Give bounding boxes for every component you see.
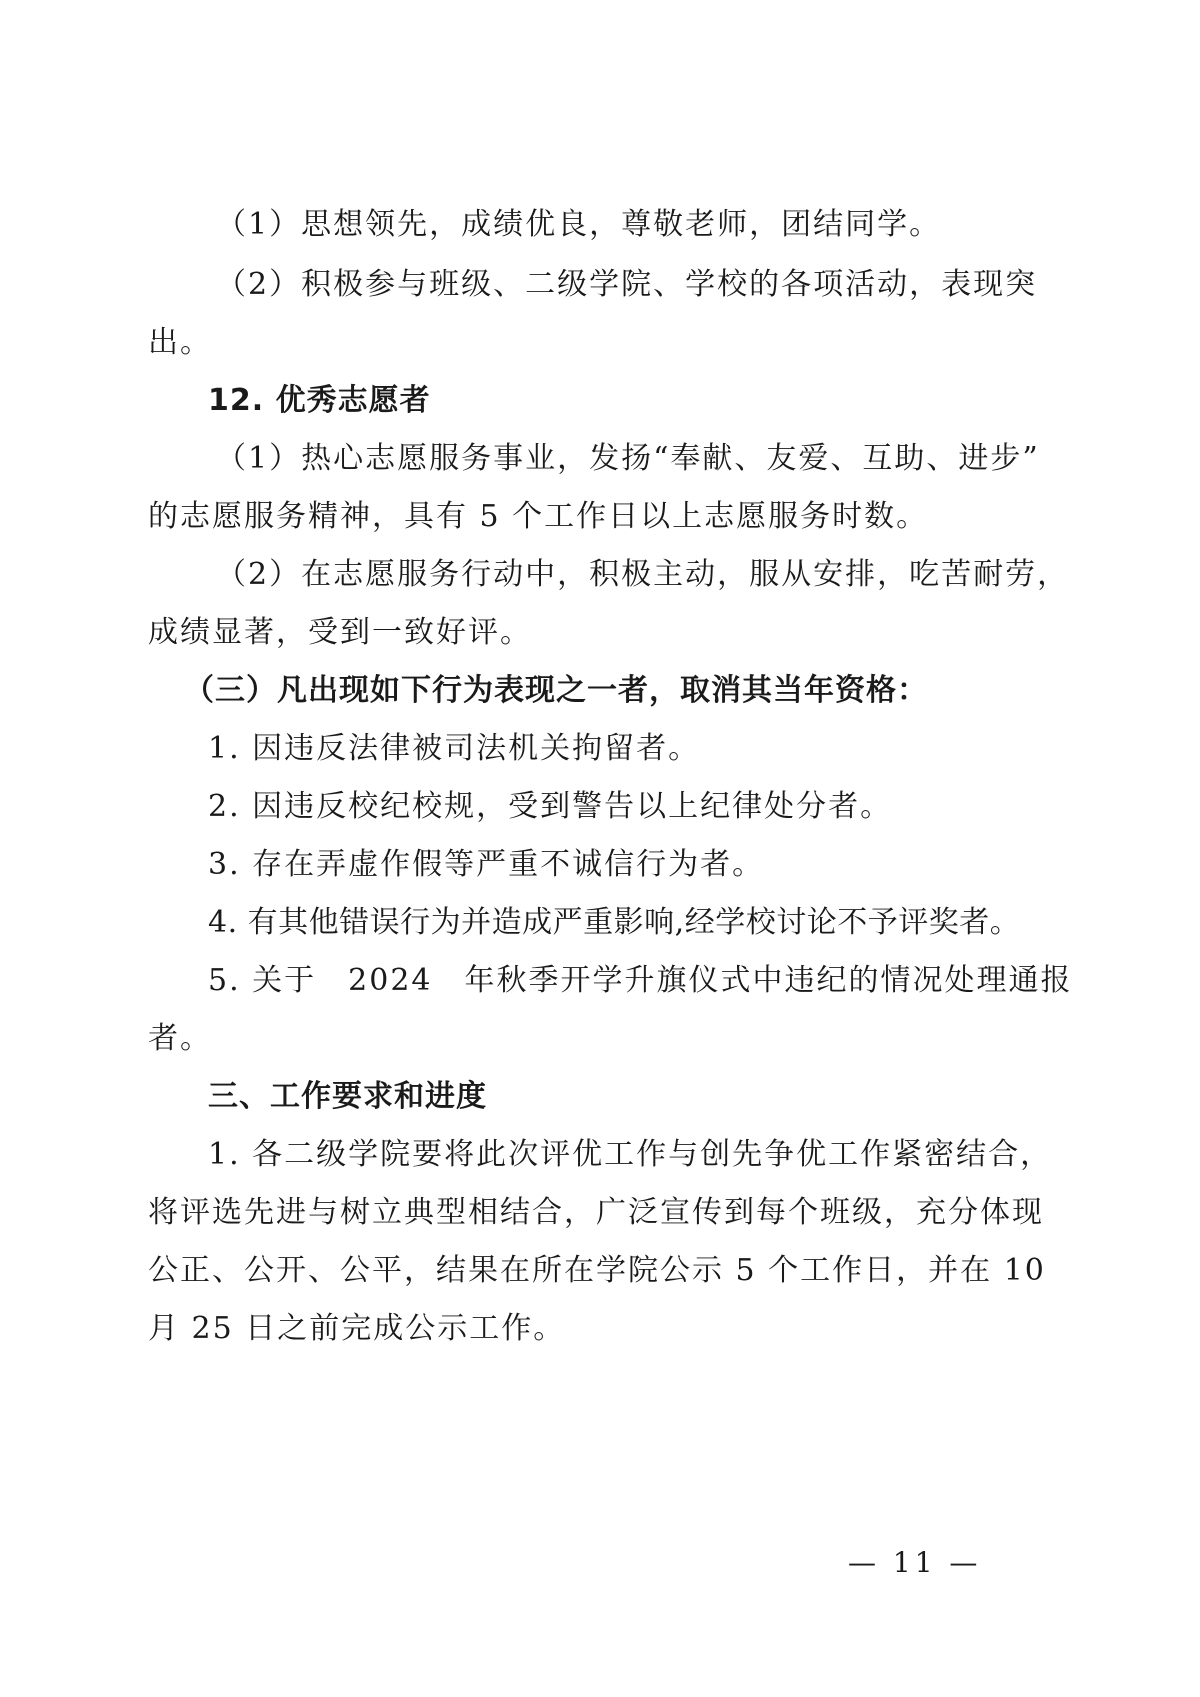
list-item: [0, 845, 1200, 885]
section-heading-line: [0, 671, 1200, 711]
text-line: 3. 存在弄虚作假等严重不诚信行为者。: [208, 847, 765, 882]
list-item: [0, 787, 1200, 827]
criteria-line: [0, 323, 1200, 363]
criteria-line: [0, 613, 1200, 653]
text-line: 成绩显著，受到一致好评。: [148, 615, 532, 650]
text-line: 4. 有其他错误行为并造成严重影响,经学校讨论不予评奖者。: [208, 905, 1021, 940]
criteria-line: [0, 555, 1200, 595]
text-line: 者。: [148, 1021, 212, 1056]
text-line: 月 25 日之前完成公示工作。: [148, 1311, 566, 1346]
section-heading: （三）凡出现如下行为表现之一者，取消其当年资格：: [184, 673, 928, 708]
text-line: 1. 因违反法律被司法机关拘留者。: [208, 731, 701, 766]
paragraph-line: [0, 1309, 1200, 1349]
subheading: 12. 优秀志愿者: [208, 383, 431, 418]
text-line: 出。: [148, 325, 212, 360]
paragraph-line: [0, 1135, 1200, 1175]
text-line: （1）思想领先，成绩优良，尊敬老师，团结同学。: [216, 207, 942, 242]
list-item: [0, 961, 1200, 1001]
text-line: 将评选先进与树立典型相结合，广泛宣传到每个班级，充分体现: [148, 1195, 1044, 1230]
criteria-line: [0, 497, 1200, 537]
criteria-line: [0, 205, 1200, 245]
list-item: [0, 1019, 1200, 1059]
criteria-line: [0, 439, 1200, 479]
text-line: （2）在志愿服务行动中，积极主动，服从安排，吃苦耐劳，: [216, 557, 1070, 592]
list-item: [0, 729, 1200, 769]
part-heading: 三、工作要求和进度: [208, 1079, 487, 1114]
part-heading-line: [0, 1077, 1200, 1117]
text-line: 的志愿服务精神，具有 5 个工作日以上志愿服务时数。: [148, 499, 929, 534]
subheading-line: [0, 381, 1200, 421]
paragraph-line: [0, 1251, 1200, 1291]
text-line: 1. 各二级学院要将此次评优工作与创先争优工作紧密结合，: [208, 1137, 1053, 1172]
criteria-line: [0, 265, 1200, 305]
text-line: 5. 关于 2024 年秋季开学升旗仪式中违纪的情况处理通报: [208, 963, 1073, 998]
text-line: 2. 因违反校纪校规，受到警告以上纪律处分者。: [208, 789, 893, 824]
list-item: [0, 903, 1200, 943]
text-line: （2）积极参与班级、二级学院、学校的各项活动，表现突: [216, 267, 1038, 302]
text-line: 公正、公开、公平，结果在所在学院公示 5 个工作日，并在 10: [148, 1253, 1046, 1288]
paragraph-line: [0, 1193, 1200, 1233]
page-number: — 11 —: [848, 1546, 982, 1579]
text-line: （1）热心志愿服务事业，发扬“奉献、友爱、互助、进步”: [216, 441, 1040, 476]
